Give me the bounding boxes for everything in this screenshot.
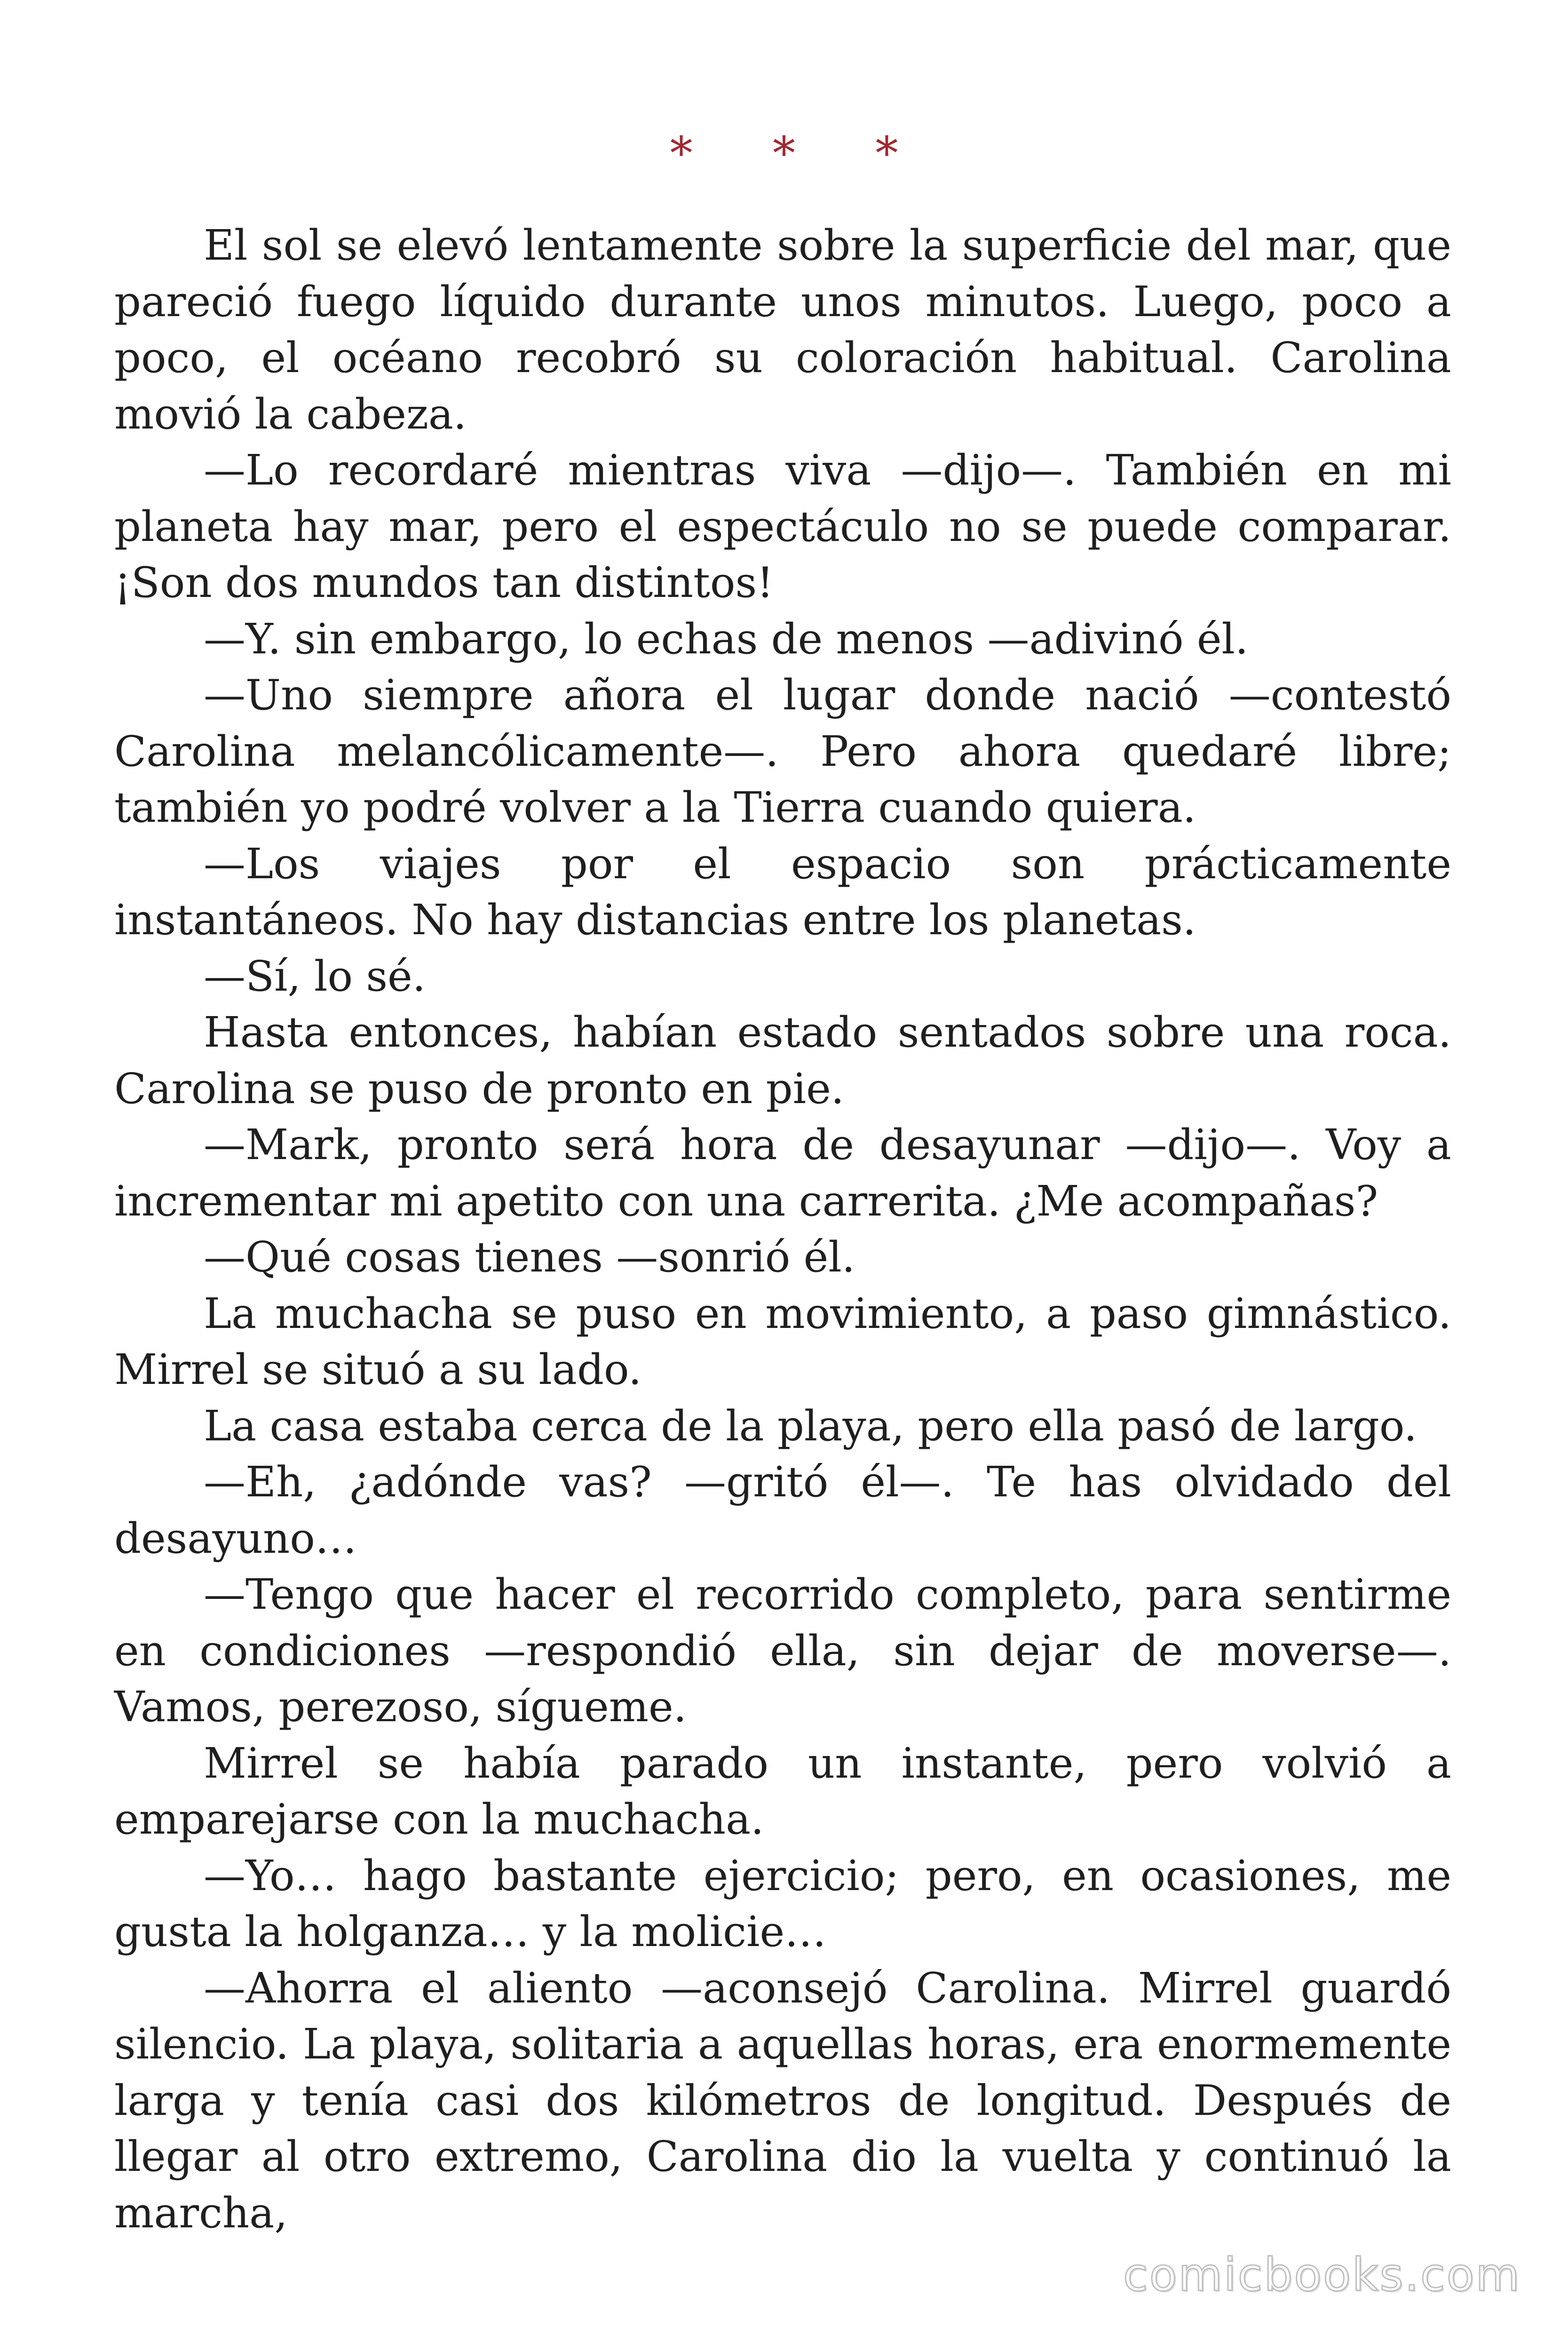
paragraph: —Lo recordaré mientras viva —dijo—. También en mi planeta hay mar, pero el espectáculo no se puede comparar. ¡Son dos mundos tan distintos! (114, 445, 1451, 607)
body-text (114, 217, 1451, 2241)
paragraph: —Uno siempre añora el lugar donde nació —contestó Carolina melancólicamente—. Pero ahora quedaré libre; también yo podré volver a la Tierra cuando quiera. (114, 670, 1451, 832)
paragraph: El sol se elevó lentamente sobre la superficie del mar, que pareció fuego líquido durante unos minutos. Luego, poco a poco, el océano recobró su coloración habitual. Carolina movió la cabeza. (114, 221, 1451, 438)
paragraph: —Qué cosas tienes —sonrió él. (204, 1232, 855, 1281)
paragraph: —Ahorra el aliento —aconsejó Carolina. Mirrel guardó silencio. La playa, solitaria a aquellas horas, era enormemente larga y tenía casi dos kilómetros de longitud. Después de llegar al otro extremo, Carolina dio la vuelta y continuó la marcha, (114, 1963, 1451, 2237)
paragraph: —Mark, pronto será hora de desayunar —dijo—. Voy a incrementar mi apetito con una carrerita. ¿Me acompañas? (114, 1120, 1451, 1225)
paragraph: Hasta entonces, habían estado sentados sobre una roca. Carolina se puso de pronto en pie. (114, 1008, 1451, 1113)
paragraph: —Yo… hago bastante ejercicio; pero, en ocasiones, me gusta la holganza… y la molicie… (114, 1851, 1451, 1956)
watermark-logo: comicbooks.com (1123, 2249, 1521, 2301)
paragraph: La casa estaba cerca de la playa, pero ella pasó de largo. (204, 1401, 1418, 1450)
section-separator: * * * (670, 127, 931, 180)
paragraph: Mirrel se había parado un instante, pero volvió a emparejarse con la muchacha. (114, 1738, 1451, 1843)
paragraph: —Eh, ¿adónde vas? —gritó él—. Te has olvidado del desayuno… (114, 1457, 1451, 1563)
paragraph: —Y. sin embargo, lo echas de menos —adivinó él. (204, 614, 1249, 663)
paragraph: —Tengo que hacer el recorrido completo, para sentirme en condiciones —respondió ella, sin dejar de moverse—. Vamos, perezoso, sígueme. (114, 1570, 1451, 1731)
paragraph: —Los viajes por el espacio son prácticamente instantáneos. No hay distancias entre los planetas. (114, 839, 1451, 944)
paragraph: —Sí, lo sé. (204, 951, 426, 1001)
paragraph: La muchacha se puso en movimiento, a paso gimnástico. Mirrel se situó a su lado. (114, 1288, 1451, 1394)
